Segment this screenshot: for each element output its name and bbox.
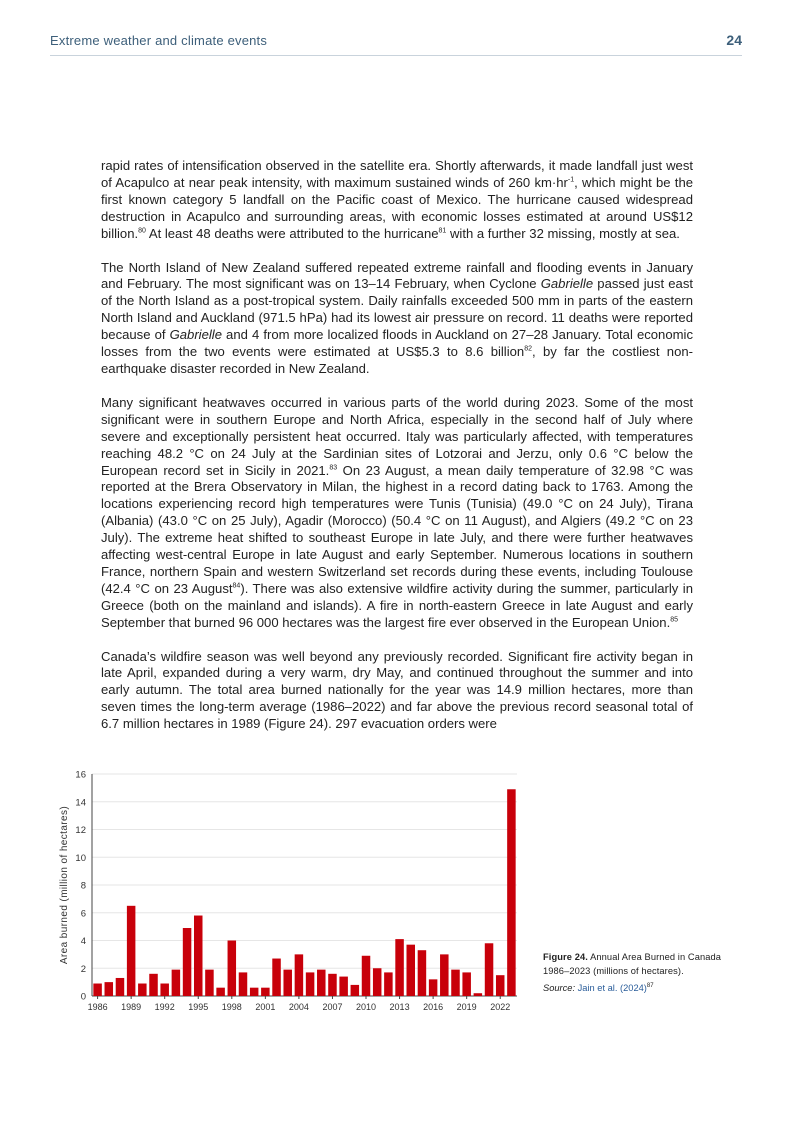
bar-1995: [194, 916, 203, 996]
bar-2018: [451, 970, 460, 996]
bar-2004: [295, 954, 304, 996]
caption-title: Annual Area Burned in Canada: [587, 952, 722, 962]
bar-1998: [228, 941, 237, 997]
paragraph: [101, 158, 693, 243]
y-tick-label: 4: [80, 936, 86, 947]
bar-2021: [485, 943, 494, 996]
footnote-ref: -1: [567, 176, 575, 184]
bar-2012: [384, 972, 393, 996]
bar-1992: [160, 984, 169, 996]
bar-1989: [127, 906, 136, 996]
bar-2019: [462, 972, 471, 996]
source-label: Source:: [543, 983, 576, 993]
text-run: rapid rates of intensification observed in the satellite era. Shortly afterwards, it made landfall just west of Acapulco at near peak intensity, with maximum sustained winds of 260 km·hr: [101, 158, 693, 190]
footnote-ref: 85: [670, 616, 678, 624]
area-burned-bar-chart: [50, 765, 530, 1020]
x-tick-label: 1989: [121, 1002, 142, 1012]
bar-1993: [172, 970, 181, 996]
bar-2011: [373, 968, 382, 996]
x-tick-label: 2013: [389, 1002, 410, 1012]
bar-1996: [205, 970, 214, 996]
text-run: passed just east of the North Island as a post-tropical system. Daily rainfalls exceeded 500 mm in parts of the eastern North Island and Auckland (971.5 hPa) had its lowest air pressure on record. 11 deaths were reported because of: [101, 276, 694, 343]
text-run: At least 48 deaths were attributed to the hurricane: [145, 225, 439, 241]
body-text: [101, 158, 693, 750]
bar-2001: [261, 988, 270, 996]
bar-1994: [183, 928, 192, 996]
y-tick-label: 2: [80, 963, 86, 975]
bar-1988: [116, 978, 125, 996]
x-tick-label: 2022: [490, 1002, 511, 1012]
text-run: Gabrielle: [540, 276, 594, 292]
bar-2010: [362, 956, 371, 996]
y-tick-label: 0: [80, 991, 86, 1003]
bar-2013: [395, 939, 404, 996]
footnote-ref: 82: [524, 345, 532, 353]
bar-2007: [328, 974, 337, 996]
x-tick-label: 2004: [288, 1002, 309, 1012]
bar-2002: [272, 959, 281, 996]
bar-2006: [317, 970, 326, 996]
y-axis-label: Area burned (million of hectares): [59, 805, 70, 965]
x-tick-label: 2016: [423, 1002, 444, 1012]
x-tick-label: 1992: [154, 1002, 175, 1012]
footnote-ref: 81: [438, 227, 447, 235]
text-run: On 23 August, a mean daily temperature of 32.98 °C was reported at the Brera Observatory in Milan, the highest in a record dating back to 1763. Among the locations experiencing record high temperatures were Tunis (Tunisia) (49.0 °C on 24 July), Tirana (Albania) (43.0 °C on 25 July), Agadir (Morocco) (50.4 °C on 11 August), and Algiers (49.2 °C on 23 July). The extreme heat shifted to southeast Europe in late July, and there were further heatwaves affecting west-central Europe in late August and early September. Numerous locations in southern France, northern Spain and western Switzerland set records during these events, including Toulouse (42.4 °C on 23 August: [101, 462, 694, 596]
bar-2015: [418, 950, 427, 996]
text-run: with a further 32 missing, mostly at sea.: [446, 225, 680, 241]
x-tick-label: 1986: [87, 1002, 108, 1012]
paragraph: [101, 649, 693, 734]
bar-2023: [507, 789, 516, 996]
bar-2009: [351, 985, 360, 996]
text-run: ). There was also extensive wildfire activity during the summer, particularly in Greece (both on the mainland and islands). A fire in north-eastern Greece in late August and early September that burned 96 000 hectares was the largest fire ever observed in the European Union.: [101, 580, 693, 630]
x-tick-label: 2001: [255, 1002, 276, 1012]
source-ref: 87: [646, 982, 654, 989]
bar-1997: [216, 988, 225, 996]
running-title: Extreme weather and climate events: [50, 33, 268, 48]
y-tick-label: 6: [80, 908, 86, 920]
page-number: 24: [726, 32, 742, 48]
bar-1990: [138, 984, 147, 996]
header-divider: [50, 55, 742, 56]
figure-caption: [543, 950, 743, 995]
bar-2017: [440, 954, 449, 996]
bar-1991: [149, 974, 158, 996]
bar-2003: [283, 970, 292, 996]
bar-2020: [474, 993, 483, 996]
y-tick-label: 8: [80, 880, 86, 892]
footnote-ref: 83: [329, 464, 338, 472]
paragraph: [101, 260, 693, 378]
x-tick-label: 2019: [456, 1002, 477, 1012]
text-run: , by far the costliest non-earthquake disaster recorded in New Zealand.: [101, 344, 693, 376]
x-tick-label: 2007: [322, 1002, 343, 1012]
bar-2016: [429, 979, 438, 996]
text-run: Many significant heatwaves occurred in various parts of the world during 2023. Some of the most significant were in southern Europe and North Africa, especially in the second half of July where severe and exceptionally persistent heat occurred. Italy was particularly affected, with temperatures reaching 48.2 °C on 24 July at the Sardinian sites of Lotzorai and Jerzu, only 0.6 °C below the European record set in Sicily in 2021.: [101, 394, 693, 478]
text-run: Gabrielle: [169, 327, 222, 343]
caption-source: [543, 981, 743, 995]
figure-label: Figure 24.: [543, 952, 588, 962]
bar-2000: [250, 988, 259, 996]
footnote-ref: 80: [138, 227, 146, 235]
bar-2005: [306, 972, 315, 996]
x-tick-label: 1998: [221, 1002, 242, 1012]
text-run: , which might be the first known category 5 landfall on the Pacific coast of Mexico. The hurricane caused widespread destruction in Acapulco and surrounding areas, with economic losses estimated at around US$12 billion.: [101, 174, 694, 241]
y-tick-label: 16: [75, 769, 86, 781]
bar-2008: [339, 977, 348, 996]
paragraph: [101, 395, 693, 632]
x-tick-label: 1995: [188, 1002, 209, 1012]
x-tick-label: 2010: [355, 1002, 377, 1012]
text-run: Canada’s wildfire season was well beyond any previously recorded. Significant fire activity began in late April, expanded during a very warm, dry May, and continued throughout the summer and into early autumn. The total area burned nationally for the year was 14.9 million hectares, more than seven times the long-term average (1986–2022) and far above the previous record seasonal total of 6.7 million hectares in 1989 (Figure 24). 297 evacuation orders were: [101, 648, 693, 732]
chart-canvas: [50, 765, 530, 1020]
bar-1986: [93, 984, 102, 996]
bar-2014: [407, 945, 416, 996]
y-tick-label: 10: [75, 852, 86, 864]
bar-1999: [239, 972, 248, 996]
footnote-ref: 84: [232, 582, 241, 590]
text-run: and 4 from more localized floods in Auckland on 27–28 January. Total economic losses from the two events were estimated at US$5.3 to 8.6 billion: [101, 327, 693, 360]
caption-line-2: 1986–2023 (millions of hectares).: [543, 966, 684, 976]
bar-2022: [496, 975, 505, 996]
bar-1987: [105, 982, 114, 996]
y-tick-label: 14: [75, 797, 86, 809]
page-header: [50, 33, 742, 53]
text-run: The North Island of New Zealand suffered repeated extreme rainfall and flooding events in January and February. The most significant was on 13–14 February, when Cyclone: [101, 259, 693, 292]
source-link[interactable]: Jain et al. (2024): [577, 983, 647, 993]
y-tick-label: 12: [75, 825, 86, 836]
